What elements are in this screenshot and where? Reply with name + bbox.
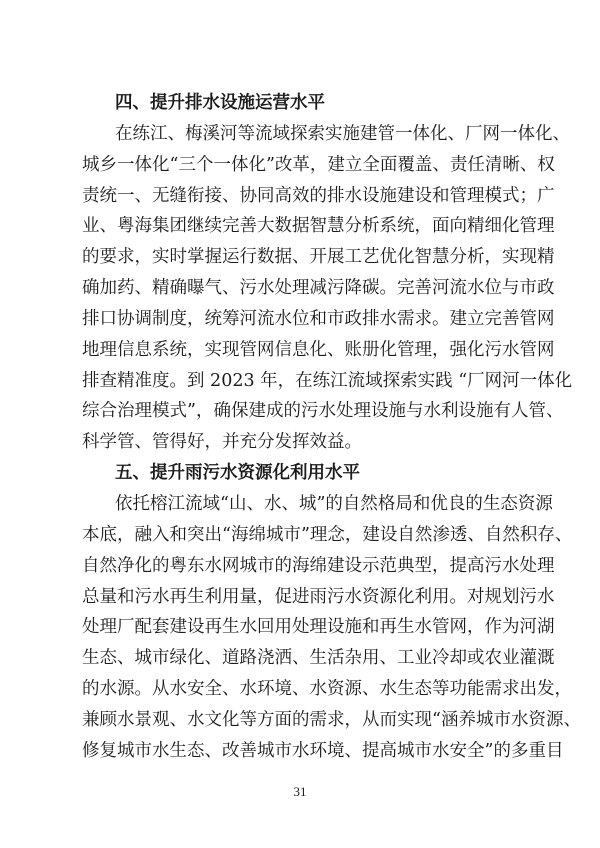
paragraph-line: 兼顾水景观、水文化等方面的需求，从而实现“涵养城市水资源、 — [82, 709, 581, 730]
page-number: 31 — [293, 784, 307, 799]
paragraph-line: 总量和污水再生利用量，促进雨污水资源化利用。对规划污水 — [82, 586, 555, 607]
paragraph-line: 处理厂配套建设再生水回用处理设施和再生水管网，作为河湖 — [82, 617, 555, 638]
paragraph-line: 修复城市水生态、改善城市水环境、提高城市水安全”的多重目 — [82, 740, 564, 761]
paragraph-line: 综合治理模式”，确保建成的污水处理设施与水利设施有人管、 — [82, 401, 564, 422]
paragraph-line: 科学管、管得好，并充分发挥效益。 — [82, 432, 362, 453]
section-heading-4: 四、提升排水设施运营水平 — [115, 93, 325, 113]
paragraph-line: 责统一、无缝衔接、协同高效的排水设施建设和管理模式；广 — [82, 185, 555, 206]
paragraph-line: 业、粤海集团继续完善大数据智慧分析系统，面向精细化管理 — [82, 216, 555, 237]
paragraph-line: 排查精准度。到 2023 年，在练江流域探索实践 “厂网河一体化 — [82, 370, 573, 391]
paragraph-line: 确加药、精确曝气、污水处理减污降碳。完善河流水位与市政 — [82, 278, 555, 299]
paragraph-line: 排口协调制度，统筹河流水位和市政排水需求。建立完善管网 — [82, 308, 555, 329]
paragraph-line: 城乡一体化“三个一体化”改革，建立全面覆盖、责任清晰、权 — [82, 154, 555, 175]
section-heading-5: 五、提升雨污水资源化利用水平 — [115, 463, 360, 484]
paragraph-line: 在练江、梅溪河等流域探索实施建管一体化、厂网一体化、 — [115, 123, 570, 144]
document-body — [82, 88, 581, 767]
section-4-paragraph — [82, 119, 573, 458]
paragraph-line: 生态、城市绿化、道路浇洒、生活杂用、工业冷却或农业灌溉 — [82, 648, 555, 669]
paragraph-line: 的水源。从水安全、水环境、水资源、水生态等功能需求出发， — [82, 679, 572, 700]
paragraph-line: 依托榕江流域“山、水、城”的自然格局和优良的生态资源 — [115, 493, 553, 514]
section-5-paragraph — [82, 489, 581, 767]
paragraph-line: 自然净化的粤东水网城市的海绵建设示范典型，提高污水处理 — [82, 555, 555, 576]
paragraph-line: 本底，融入和突出“海绵城市”理念，建设自然渗透、自然积存、 — [82, 524, 573, 545]
paragraph-line: 地理信息系统，实现管网信息化、账册化管理，强化污水管网 — [82, 339, 555, 360]
paragraph-line: 的要求，实时掌握运行数据、开展工艺优化智慧分析，实现精 — [82, 247, 555, 268]
